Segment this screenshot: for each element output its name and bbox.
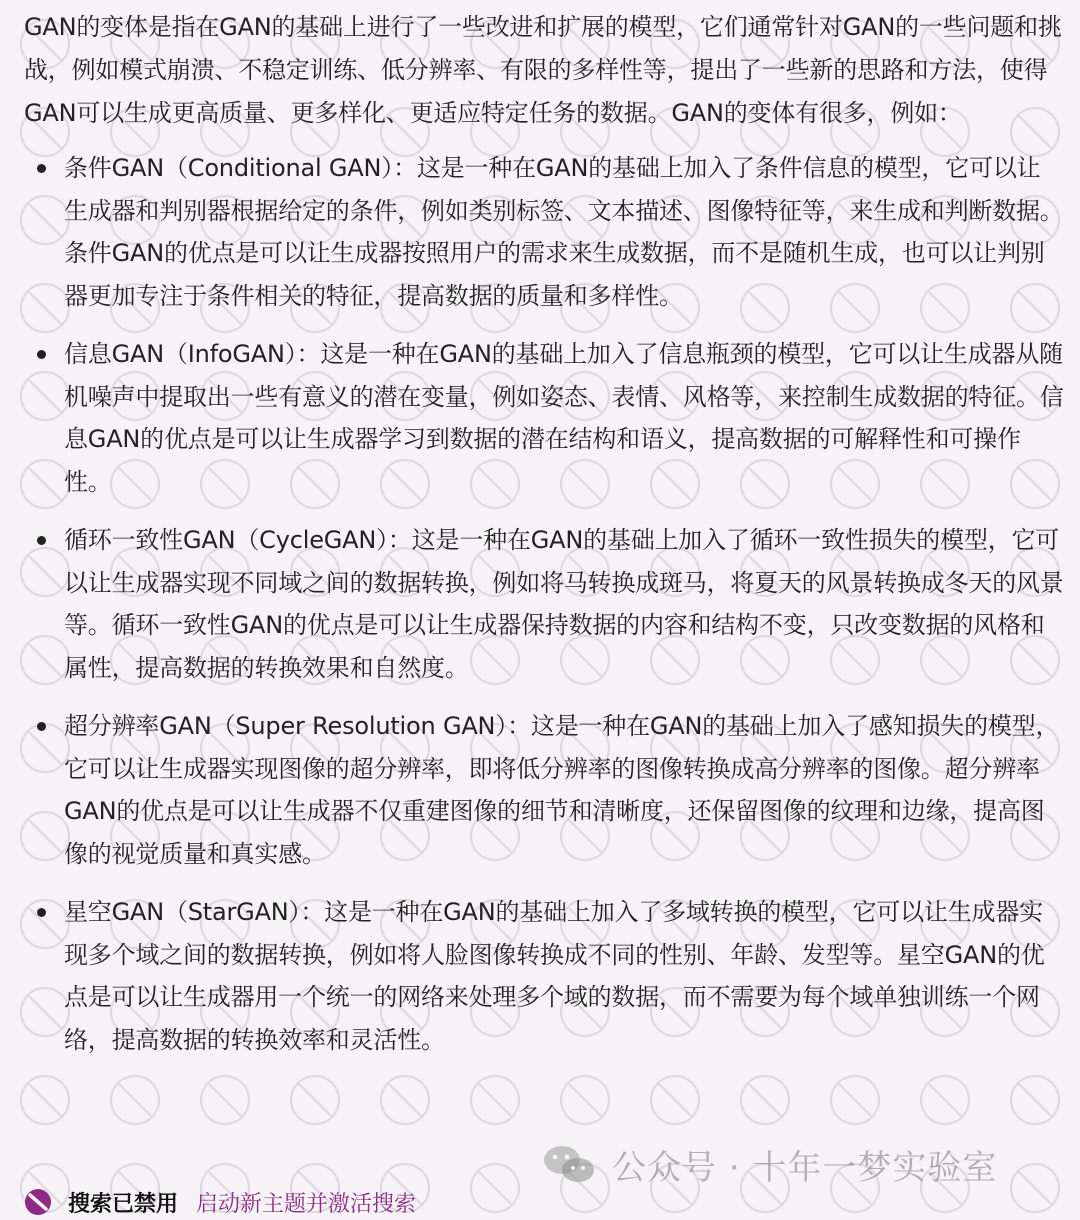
bullet-icon <box>37 536 46 545</box>
list-item <box>24 147 1064 317</box>
watermark-text: 公众号 · 十年一梦实验室 <box>612 1147 998 1188</box>
intro-paragraph: GAN的变体是指在GAN的基础上进行了一些改进和扩展的模型，它们通常针对GAN的一些问题和挑战，例如模式崩溃、不稳定训练、低分辨率、有限的多样性等，提出了一些新的思路和方法，使得GAN可以生成更高质量、更多样化、更适应特定任务的数据。GAN的变体有很多，例如： <box>24 13 1062 127</box>
list-item <box>24 891 1064 1061</box>
activate-search-link[interactable]: 启动新主题并激活搜索 <box>196 1191 417 1217</box>
bullet-icon <box>37 722 46 731</box>
variant-text: 信息GAN（InfoGAN）：这是一种在GAN的基础上加入了信息瓶颈的模型，它可以让生成器从随机噪声中提取出一些有意义的潜在变量，例如姿态、表情、风格等，来控制生成数据的特征。信息GAN的优点是可以让生成器学习到数据的潜在结构和语义，提高数据的可解释性和可操作性。 <box>64 340 1064 496</box>
wechat-watermark <box>540 1138 997 1190</box>
search-disabled-label: 搜索已禁用 <box>68 1191 179 1217</box>
variant-text: 条件GAN（Conditional GAN）：这是一种在GAN的基础上加入了条件信息的模型，它可以让生成器和判别器根据给定的条件，例如类别标签、文本描述、图像特征等，来生成和判断数据。条件GAN的优点是可以让生成器按照用户的需求来生成数据，而不是随机生成，也可以让判别器更加专注于条件相关的特征，提高数据的质量和多样性。 <box>64 154 1064 310</box>
search-status-bar <box>24 1184 416 1220</box>
bullet-icon <box>37 164 46 173</box>
wechat-icon <box>540 1142 598 1186</box>
bullet-icon <box>37 908 46 917</box>
bullet-icon <box>37 350 46 359</box>
variant-text: 星空GAN（StarGAN）：这是一种在GAN的基础上加入了多域转换的模型，它可以让生成器实现多个域之间的数据转换，例如将人脸图像转换成不同的性别、年龄、发型等。星空GAN的优点是可以让生成器用一个统一的网络来处理多个域的数据，而不需要为每个域单独训练一个网络，提高数据的转换效率和灵活性。 <box>64 898 1045 1054</box>
list-item <box>24 705 1064 875</box>
variant-text: 循环一致性GAN（CycleGAN）：这是一种在GAN的基础上加入了循环一致性损失的模型，它可以让生成器实现不同域之间的数据转换，例如将马转换成斑马，将夏天的风景转换成冬天的风景等。循环一致性GAN的优点是可以让生成器保持数据的内容和结构不变，只改变数据的风格和属性，提高数据的转换效果和自然度。 <box>64 526 1064 682</box>
search-disabled-icon <box>24 1188 52 1216</box>
list-item <box>24 333 1064 503</box>
list-item <box>24 519 1064 689</box>
variant-text: 超分辨率GAN（Super Resolution GAN）：这是一种在GAN的基础上加入了感知损失的模型，它可以让生成器实现图像的超分辨率，即将低分辨率的图像转换成高分辨率的图像。超分辨率GAN的优点是可以让生成器不仅重建图像的细节和清晰度，还保留图像的纹理和边缘，提高图像的视觉质量和真实感。 <box>64 712 1060 868</box>
response-content <box>24 6 1064 1077</box>
variant-list <box>24 147 1064 1061</box>
